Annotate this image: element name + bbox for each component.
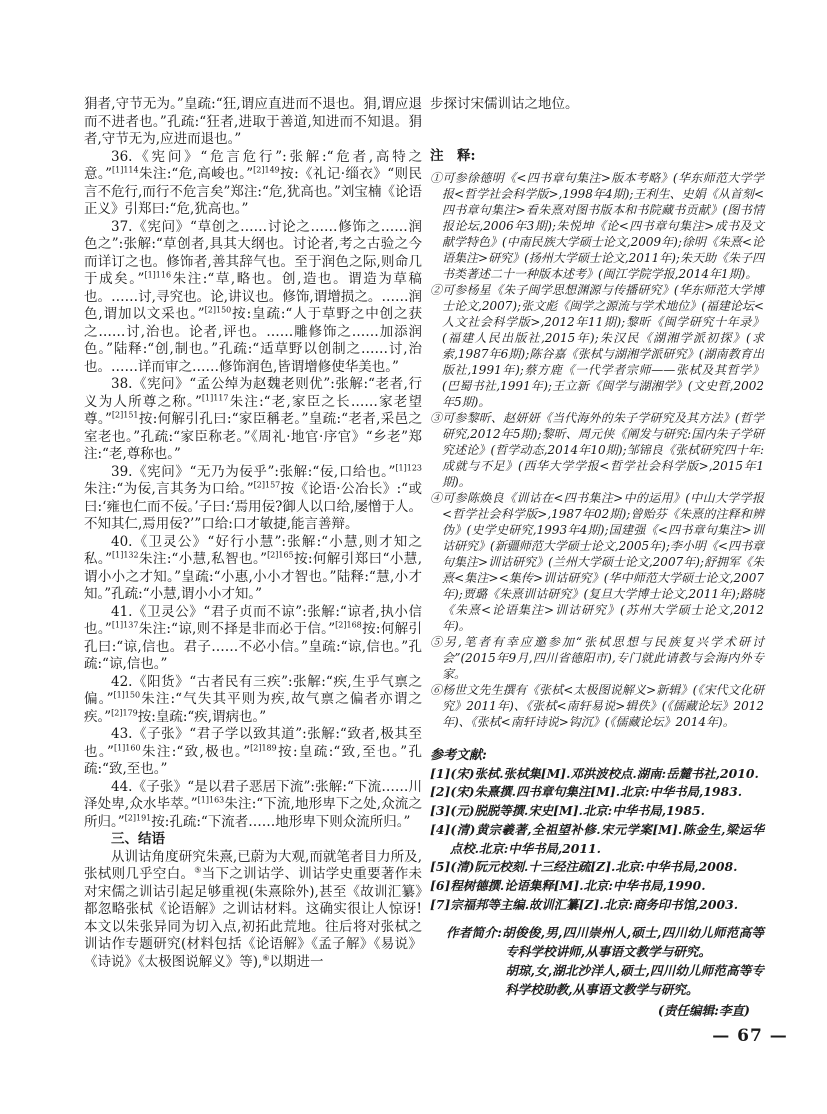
- paragraph: 狷者,守节无为。”皇疏:“狂,谓应直进而不退也。狷,谓应退而不进者也。”孔疏:“狂者,进取于善道,知进而不知退。狷者,守节无为,应进而退也。”: [84, 96, 422, 147]
- note-item: ④可参陈焕良《训诂在<四书集注>中的运用》(中山大学学报<哲学社会科学版>,1987年02期);曾贻芬《朱熹的注释和辨伪》(史学史研究,1993年4期);国建强《<四书章句集注>训诂研究》(新疆师范大学硕士论文,2005年);李小明《<四书章句集注>训诂研究》(兰州大学硕士论文,2007年);舒拥军《朱熹<集注><集传>训诂研究》(华中师范大学硕士论文,2007年);贾璐《朱熹训诂研究》(复旦大学博士论文,2011年);路晓《朱熹<论语集注>训诂研究》(苏州大学硕士论文,2012年)。: [430, 490, 764, 633]
- left-column: [84, 96, 422, 971]
- citation-superscript: [1]163: [197, 795, 225, 805]
- paragraph: 44.《子张》“是以君子恶居下流”:张解:“下流……川泽处卑,众水毕萃。”$^{[1]163}$朱注:“下流,地形卑下之处,众流之所归。”$^{[2]191}$按:孔疏:“下流者……地形卑下则众流所归。”: [84, 778, 422, 830]
- citation-superscript: [1]160: [113, 743, 141, 752]
- paragraph: 39.《宪问》“无乃为佞乎”:张解:“佞,口给也。”$^{[1]123}$朱注:“为佞,言其务为口给。”$^{[2]157}$按《论语·公冶长》:“或曰:‘雍也仁而不佞。’子曰:‘焉用佞?御人以口给,屡憎于人。不知其仁,焉用佞?’”口给:口才敏捷,能言善辩。: [84, 463, 422, 532]
- citation-superscript: [1]114: [111, 165, 139, 175]
- paragraph: 40.《卫灵公》“好行小慧”:张解:“小慧,则才知之私。”$^{[1]132}$朱注:“小慧,私智也。”$^{[2]165}$按:何解引郑曰“小慧,谓小小之才知。”皇疏:“小惠,小小才智也。”陆释:“慧,小才知。”孔疏:“小慧,谓小小才知。”: [84, 533, 422, 602]
- citation-superscript: ⑤: [194, 865, 202, 875]
- editor-credit: (责任编辑:李直): [657, 1002, 750, 1018]
- paragraph: 41.《卫灵公》“君子贞而不谅”:张解:“谅者,执小信也。”$^{[1]137}$朱注:“谅,则不择是非而必于信。”$^{[2]168}$按:何解引孔曰:“谅,信也。君子……不必小信。”皇疏:“谅,信也。”孔疏:“谅,信也。”: [84, 603, 422, 672]
- reference-item: [1](宋)张栻.张栻集[M].邓洪波校点.湖南:岳麓书社,2010.: [430, 765, 759, 781]
- notes-list: [430, 170, 764, 730]
- author-bio-label: 作者简介:: [445, 924, 502, 940]
- citation-superscript: [1]132: [111, 550, 139, 560]
- citation-superscript: [1]150: [113, 690, 141, 700]
- reference-item: [5](清)阮元校刻.十三经注疏[Z].北京:中华书局,2008.: [430, 859, 738, 875]
- citation-superscript: [2]191: [124, 813, 152, 822]
- citation-superscript: [2]149: [253, 165, 280, 175]
- reference-item: [6]程树德撰.论语集释[M].北京:中华书局,1990.: [430, 878, 706, 894]
- citation-superscript: [2]157: [253, 480, 281, 490]
- bio-text: 胡俊俊,男,四川崇州人,硕士,四川幼儿师范高等专科学校讲师,从事语文教学与研究。: [501, 924, 764, 959]
- note-item: ⑤另,笔者有幸应邀参加“张栻思想与民族复兴学术研讨会”(2015年9月,四川省德阳市),专门就此请教与会海内外专家。: [430, 634, 764, 681]
- citation-superscript: [2]168: [335, 620, 362, 630]
- citation-superscript: [1]137: [111, 620, 139, 630]
- bio-line: [445, 923, 764, 961]
- page-number: — 67 —: [712, 1026, 788, 1046]
- paragraph: 38.《宪问》“孟公绰为赵魏老则优”:张解:“老者,行义为人所尊之称。”$^{[1]117}$朱注:“老,家臣之长……家老望尊。”$^{[2]151}$按:何解引孔曰:“家臣稱老。”皇疏:“老者,采邑之室老也。”孔疏:“家臣称老。”《周礼·地官·序官》“乡老”郑注:“老,尊称也。”: [84, 376, 423, 462]
- continuation-paragraph: 步探讨宋儒训诂之地位。: [430, 96, 579, 112]
- notes-heading: 注 释:: [430, 147, 476, 164]
- paragraph: 36.《宪问》“危言危行”:张解:“危者,高特之意。”$^{[1]114}$朱注:“危,高峻也。”$^{[2]149}$按:《礼记·缁衣》“则民言不危行,而行不危言矣”郑注:“危,犹高也。”刘宝楠《论语正义》引郑曰:“危,犹高也。”: [84, 148, 422, 217]
- citation-superscript: [1]116: [144, 270, 172, 280]
- note-item: ①可参徐德明《<四书章句集注>版本考略》(华东师范大学学报<哲学社会科学版>,1998年4期);王利生、史娟《从首刻<四书章句集注>看朱熹对图书版本和书院藏书贡献》(图书情报论坛,2006年3期);朱悦坤《论<四书章句集注>成书及文献学特色》(中南民族大学硕士论文,2009年);徐明《朱熹<论语集注>研究》(扬州大学硕士论文,2011年);朱天助《朱子四书类著述二十一种版本述考》(闽江学院学报,2014年1期)。: [430, 170, 764, 281]
- reference-item: [3](元)脱脱等撰.宋史[M].北京:中华书局,1985.: [430, 803, 705, 819]
- note-item: ⑥杨世文先生撰有《张栻<太极图说解义>新辑》(《宋代文化研究》2011年)、《张栻<南轩易说>辑佚》(《儒藏论坛》2012年)、《张栻<南轩诗说>钩沉》(《儒藏论坛》2014年)。: [430, 682, 764, 729]
- right-column: [430, 96, 764, 1020]
- citation-superscript: ⑥: [262, 953, 270, 962]
- section-heading: 三、结语: [111, 831, 165, 847]
- paragraph: 从训诂角度研究朱熹,已蔚为大观,而就笔者目力所及,张栻则几乎空白。⑤当下之训诂学、训诂学史重要著作未对宋儒之训诂引起足够重视(朱熹除外),甚至《故训汇纂》都忽略张栻《论语解》之训诂材料。这确实很让人惊讶!本文以朱张异同为切入点,初拓此荒地。往后将对张栻之训诂作专题研究(材料包括《论语解》《孟子解》《易说》《诗说》《太极图说解义》等),⑥以期进一: [84, 848, 423, 970]
- citation-superscript: [1]123: [395, 463, 422, 472]
- citation-superscript: [2]165: [267, 550, 294, 560]
- reference-item: [2](宋)朱熹撰.四书章句集注[M].北京:中华书局,1983.: [430, 784, 743, 800]
- references-list: [430, 765, 764, 915]
- paragraph: 43.《子张》“君子学以致其道”:张解:“致者,极其至也。”$^{[1]160}$朱注:“致,极也。”$^{[2]189}$按:皇疏:“致,至也。”孔疏:“致,至也。”: [84, 726, 422, 777]
- reference-item: [7]宗福邦等主编.故训汇纂[Z].北京:商务印书馆,2003.: [430, 897, 739, 913]
- paragraph: 42.《阳货》“古者民有三疾”:张解:“疾,生乎气禀之偏。”$^{[1]150}$朱注:“气失其平则为疾,故气禀之偏者亦谓之疾。”$^{[2]179}$按:皇疏:“疾,谓病也。”: [84, 673, 422, 725]
- paragraph: 37.《宪问》“草创之……讨论之……修饰之……润色之”:张解:“草创者,具其大纲也。讨论者,考之古验之今而详订之也。修饰者,善其辞气也。至于润色之际,则命几于成矣。”$^{[1]116}$朱注:“草,略也。创,造也。谓造为草稿也。……讨,寻究也。论,讲议也。修饰,谓增损之。……润色,谓加以文采也。”$^{[2]150}$按:皇疏:“人于草野之中创之获之……讨,治也。论者,评也。……雕修饰之……加添润色。”陆释:“创,制也。”孔疏:“适草野以创制之……讨,治也。……详而审之……修饰润色,皆谓增修使华美也。”: [84, 218, 422, 375]
- references-heading: 参考文献:: [430, 747, 487, 763]
- citation-superscript: [2]151: [111, 410, 139, 420]
- bio-line: 胡琼,女,湖北沙洋人,硕士,四川幼儿师范高等专科学校助教,从事语文教学与研究。: [505, 962, 764, 997]
- reference-item: [4](清)黄宗羲著,全祖望补修.宋元学案[M].陈金生,梁运华点校.北京:中华书局,2011.: [430, 821, 764, 856]
- note-item: ②可参杨星《朱子闽学思想渊源与传播研究》(华东师范大学博士论文,2007);张文彪《闽学之源流与学术地位》(福建论坛<人文社会科学版>,2012年11期);黎昕《闽学研究十年录》(福建人民出版社,2015年);朱汉民《湖湘学派初探》(求索,1987年6期);陈谷嘉《张栻与湖湘学派研究》(湖南教育出版社,1991年);蔡方鹿《一代学者宗师——张栻及其哲学》(巴蜀书社,1991年);王立新《闽学与湖湘学》(文史哲,2002年5期)。: [430, 282, 764, 409]
- citation-superscript: [2]189: [250, 743, 277, 752]
- note-item: ③可参黎昕、赵妍妍《当代海外的朱子学研究及其方法》(哲学研究,2012年5期);黎昕、周元侠《阐发与研究:国内朱子学研究述论》(哲学动态,2014年10期);邹锦良《张栻研究四十年:成就与不足》(西华大学学报<哲学社会科学版>,2015年1期)。: [430, 410, 764, 489]
- author-bio: [430, 923, 764, 999]
- citation-superscript: [1]117: [201, 393, 229, 402]
- citation-superscript: [2]150: [204, 305, 232, 315]
- citation-superscript: [2]179: [111, 708, 138, 717]
